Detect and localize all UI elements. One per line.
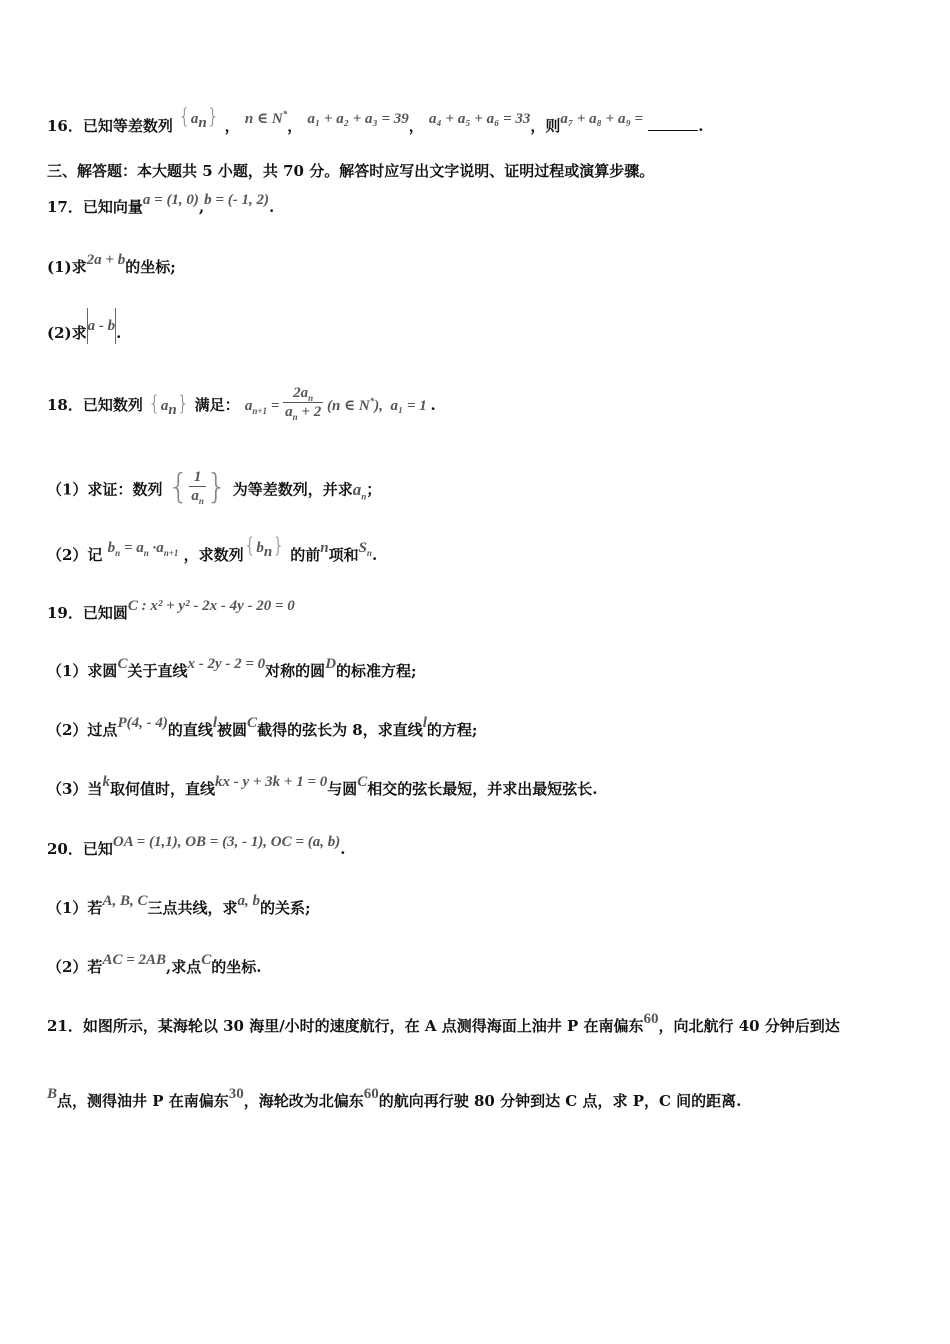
symmetry-line: x - 2y - 2 = 0 — [187, 656, 266, 672]
circle-equation: C : x² + y² - 2x - 4y - 20 = 0 — [127, 598, 295, 614]
question-16: 16．已知等差数列 $\{a_n\}$ ， n ∈ N*， a₁ + a₂ + a₃ = 39， a₄ + a₅ + a₆ = 33，则a₇ + a₈ + a₉ = . — [47, 104, 704, 135]
expr-2a-plus-b: 2a + b — [86, 252, 126, 268]
question-19: 19．已知圆C : x² + y² - 2x - 4y - 20 = 0 — [47, 598, 295, 622]
question-20: 20．已知OA = (1,1), OB = (3, - 1), OC = (a, b). — [47, 834, 346, 858]
q16-seq: a — [190, 111, 199, 127]
q16-eq3: a₇ + a₈ + a₉ = — [560, 111, 643, 127]
question-19-part-2: （2）过点P(4, - 4)的直线l被圆C截得的弦长为 8，求直线l的方程; — [47, 715, 478, 739]
q16-cond: n ∈ N* — [244, 109, 288, 127]
question-21-line-2: B点，测得油井 P 在南偏东30，海轮改为北偏东60的航向再行驶 80 分钟到达 C 点，求 P，C 间的距离. — [47, 1086, 742, 1110]
question-17-part-1: (1)求2a + b的坐标; — [47, 252, 176, 276]
question-20-part-1: （1）若A, B, C三点共线，求a, b的关系; — [47, 893, 311, 917]
q16-text: 已知等差数列 — [82, 117, 173, 135]
vector-b: b = (- 1, 2) — [204, 192, 269, 208]
question-19-part-1: （1）求圆C关于直线x - 2y - 2 = 0对称的圆D的标准方程; — [47, 656, 417, 680]
expr-a-minus-b: a - b — [87, 318, 116, 334]
angle-60-a: 60 — [643, 1011, 659, 1027]
question-21: 21．如图所示，某海轮以 30 海里/小时的速度航行，在 A 点测得海面上油井 P 在南偏东60，向北航行 40 分钟后到达 — [47, 1011, 840, 1035]
q16-eq2: a₄ + a₅ + a₆ = 33 — [429, 111, 531, 127]
answer-blank[interactable] — [648, 116, 698, 131]
recurrence: $a_{n+1}$ = $\frac{2a_n}{a_n + 2}$ (n ∈ N*), a₁ = 1 — [244, 385, 427, 422]
reciprocal-fraction: $\frac{1}{a_n}$ — [191, 469, 204, 506]
question-17: 17．已知向量a = (1, 0),b = (- 1, 2). — [47, 192, 275, 216]
question-18: 18．已知数列 $\{a_n\}$ 满足： $a_{n+1}$ = $\frac{2a_n}{a_n + 2}$ (n ∈ N*), a₁ = 1 . — [47, 385, 436, 422]
question-19-part-3: （3）当k取何值时，直线kx - y + 3k + 1 = 0与圆C相交的弦长最短，并求出最短弦长. — [47, 774, 598, 798]
question-18-part-1: （1）求证：数列 { $\frac{1}{a_n}$ } 为等差数列，并求$a_n$； — [47, 466, 382, 507]
point-P: P(4, - 4) — [117, 715, 168, 731]
q16-eq1: a₁ + a₂ + a₃ = 39 — [307, 111, 409, 127]
question-20-part-2: （2）若AC = 2AB,求点C的坐标. — [47, 952, 262, 976]
vectors-OA-OB-OC: OA = (1,1), OB = (3, - 1), OC = (a, b) — [112, 834, 341, 850]
line-equation: kx - y + 3k + 1 = 0 — [214, 774, 328, 790]
bn-definition: $b_n = a_n \cdot a_{n+1}$ — [107, 540, 179, 558]
angle-60-b: 60 — [363, 1086, 379, 1102]
angle-30: 30 — [228, 1086, 244, 1102]
section-3-header: 三、解答题：本大题共 5 小题，共 70 分。解答时应写出文字说明、证明过程或演算步骤。 — [47, 162, 655, 180]
recurrence-fraction: $\frac{2a_n}{a_n + 2}$ — [285, 385, 322, 422]
vector-a: a = (1, 0) — [142, 192, 199, 208]
question-17-part-2: (2)求a - b. — [47, 316, 121, 352]
q16-number: 16． — [47, 117, 83, 135]
question-18-part-2: （2）记 $b_n = a_n \cdot a_{n+1}$ ，求数列$\{b_n\}$ 的前n项和$S_n$. — [47, 533, 378, 564]
